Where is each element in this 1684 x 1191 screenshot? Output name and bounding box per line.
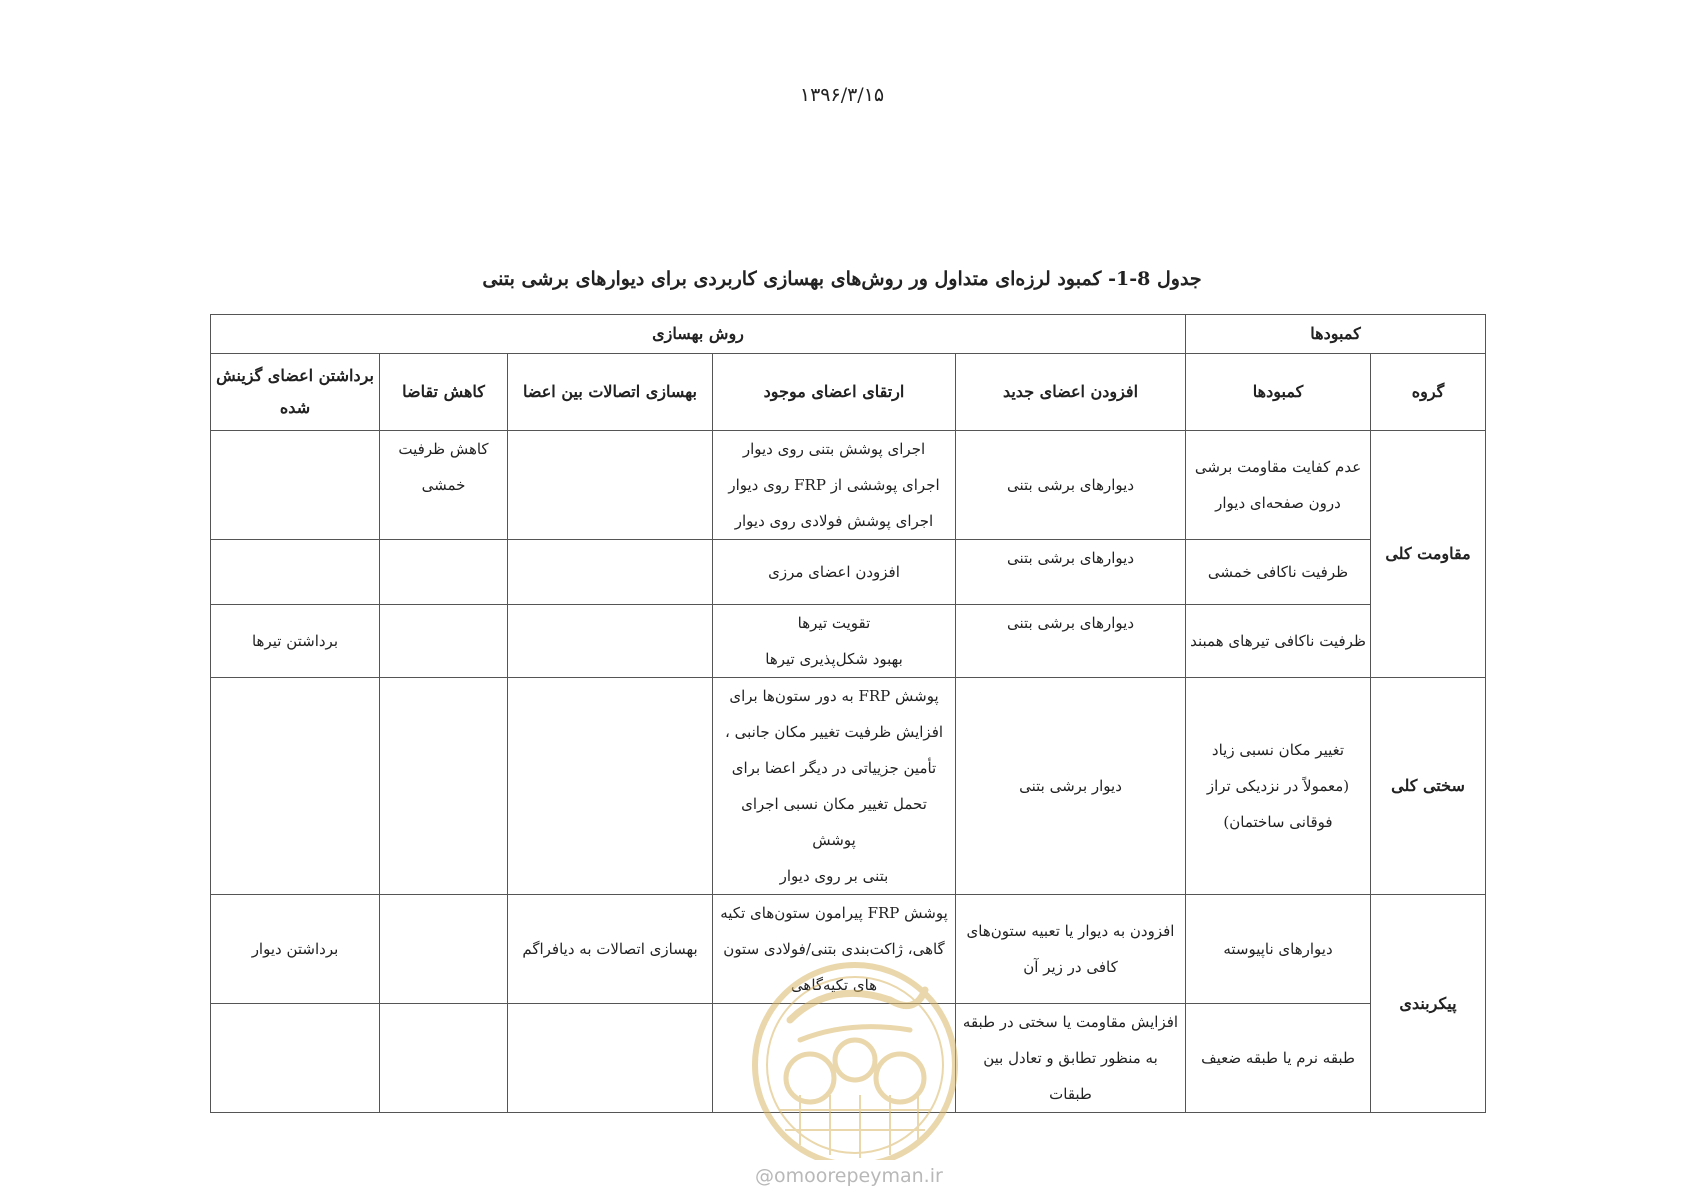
remove-selected-cell <box>211 605 380 678</box>
remove-selected-cell <box>211 1004 380 1113</box>
add-new-cell <box>956 605 1186 678</box>
deficiency-cell <box>1186 895 1371 1004</box>
reduce-demand-cell <box>380 895 508 1004</box>
cell-line: بهبود شکل‌پذیری تیرها <box>765 650 903 668</box>
header-deficiency: کمبودها <box>1186 354 1371 431</box>
cell-line: اجرای پوشش بتنی روی دیوار <box>742 440 926 458</box>
reduce-demand-cell <box>380 1004 508 1113</box>
reduce-demand-cell <box>380 605 508 678</box>
cell-line: ظرفیت ناکافی تیرهای همبند <box>1190 632 1366 650</box>
cell-line: دیوارهای برشی بتنی <box>1006 549 1135 567</box>
connections-cell <box>508 540 713 605</box>
reduce-demand-cell <box>380 678 508 895</box>
cell-line: کاهش ظرفیت <box>398 440 489 458</box>
group-cell-strength: مقاومت کلی <box>1371 431 1486 678</box>
table-row <box>211 540 1486 605</box>
connections-cell <box>508 678 713 895</box>
cell-line: افزایش مقاومت یا سختی در طبقه <box>962 1013 1179 1031</box>
watermark-url: @omoorepeyman.ir <box>755 1165 943 1187</box>
cell-line: تحمل تغییر مکان نسبی اجرای پوشش <box>741 795 927 849</box>
cell-line: دیوار برشی بتنی <box>1019 777 1122 795</box>
deficiency-cell <box>1186 605 1371 678</box>
cell-line: بتنی بر روی دیوار <box>779 867 889 885</box>
cell-line: کافی در زیر آن <box>1023 958 1118 976</box>
header-upgrade-existing: ارتقای اعضای موجود <box>713 354 956 431</box>
deficiency-cell <box>1186 431 1371 540</box>
deficiency-cell <box>1186 540 1371 605</box>
reduce-demand-cell <box>380 431 508 540</box>
cell-line: بهسازی اتصالات به دیافراگم <box>522 940 698 958</box>
upgrade-existing-cell <box>713 431 956 540</box>
group-cell-stiffness: سختی کلی <box>1371 678 1486 895</box>
cell-line: افزایش ظرفیت تغییر مکان جانبی ، <box>724 723 944 741</box>
cell-line: طبقه نرم یا طبقه ضعیف <box>1201 1049 1355 1067</box>
header-connections: بهسازی اتصالات بین اعضا <box>508 354 713 431</box>
cell-line: دیوارهای برشی بتنی <box>1006 476 1135 494</box>
document-date: ۱۳۹۶/۳/۱۵ <box>799 84 885 106</box>
upgrade-existing-cell <box>713 540 956 605</box>
cell-line: (معمولاً در نزدیکی تراز <box>1206 777 1350 795</box>
header-remove-selected: برداشتن اعضای گزینش شده <box>211 354 380 431</box>
add-new-cell <box>956 540 1186 605</box>
cell-line: افزودن به دیوار یا تعبیه ستون‌های <box>966 922 1175 940</box>
cell-line: خمشی <box>421 476 466 494</box>
connections-cell <box>508 1004 713 1113</box>
header-methods-group: روش بهسازی <box>211 315 1186 354</box>
remove-selected-cell <box>211 431 380 540</box>
cell-line: دیوارهای برشی بتنی <box>1006 614 1135 632</box>
add-new-cell <box>956 895 1186 1004</box>
add-new-cell <box>956 678 1186 895</box>
header-add-new: افزودن اعضای جدید <box>956 354 1186 431</box>
cell-line: برداشتن تیرها <box>251 632 339 650</box>
cell-line: اجرای پوششی از FRP روی دیوار <box>728 476 940 494</box>
cell-line: تقویت تیرها <box>797 614 871 632</box>
deficiency-cell <box>1186 1004 1371 1113</box>
upgrade-existing-cell <box>713 678 956 895</box>
watermark-logo-icon <box>740 960 970 1160</box>
cell-line: تغییر مکان نسبی زیاد <box>1211 741 1345 759</box>
cell-line: برداشتن دیوار <box>251 940 339 958</box>
header-deficiencies-group: کمبودها <box>1186 315 1486 354</box>
cell-line: گاهی، ژاکت‌بندی بتنی/فولادی ستون <box>723 940 945 958</box>
cell-line: پوشش FRP پیرامون ستون‌های تکیه <box>720 904 948 922</box>
connections-cell <box>508 431 713 540</box>
upgrade-existing-cell <box>713 605 956 678</box>
remove-selected-cell <box>211 895 380 1004</box>
connections-cell <box>508 605 713 678</box>
deficiency-cell <box>1186 678 1371 895</box>
header-group: گروه <box>1371 354 1486 431</box>
cell-line: عدم کفایت مقاومت برشی <box>1194 458 1362 476</box>
cell-line: تأمین جزییاتی در دیگر اعضا برای <box>731 759 937 777</box>
header-reduce-demand: کاهش تقاضا <box>380 354 508 431</box>
remove-selected-cell <box>211 540 380 605</box>
cell-line: افزودن اعضای مرزی <box>768 563 900 581</box>
table-row <box>211 431 1486 540</box>
cell-line: فوقانی ساختمان) <box>1223 813 1333 831</box>
remove-selected-cell <box>211 678 380 895</box>
table-row <box>211 678 1486 895</box>
cell-line: ظرفیت ناکافی خمشی <box>1207 563 1349 581</box>
cell-line: پوشش FRP به دور ستون‌ها برای <box>729 687 939 705</box>
group-cell-configuration: پیکربندی <box>1371 895 1486 1113</box>
header-row-groups <box>211 315 1486 354</box>
cell-line: های تکیه‌گاهی <box>790 976 878 994</box>
connections-cell <box>508 895 713 1004</box>
cell-line: درون صفحه‌ای دیوار <box>1215 494 1341 512</box>
header-row-columns <box>211 354 1486 431</box>
cell-line: دیوارهای ناپیوسته <box>1223 940 1333 958</box>
table-row <box>211 605 1486 678</box>
cell-line: اجرای پوشش فولادی روی دیوار <box>734 512 934 530</box>
table-caption: جدول 8-1- کمبود لرزه‌ای متداول ور روش‌های بهسازی کاربردی برای دیوارهای برشی بتنی <box>482 268 1202 290</box>
reduce-demand-cell <box>380 540 508 605</box>
add-new-cell <box>956 431 1186 540</box>
add-new-cell <box>956 1004 1186 1113</box>
cell-line: به منظور تطابق و تعادل بین طبقات <box>983 1049 1158 1103</box>
